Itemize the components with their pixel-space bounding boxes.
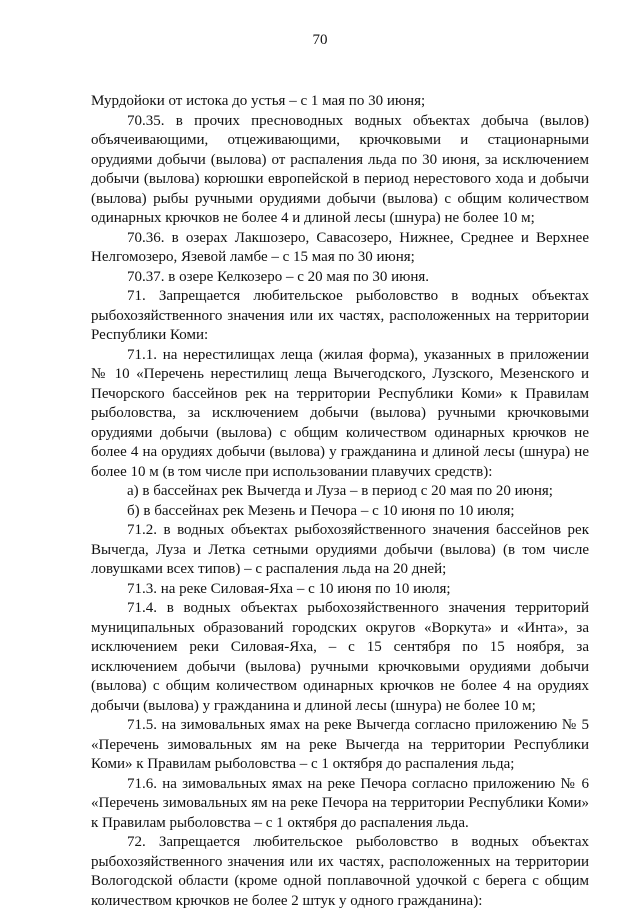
paragraph: 71.3. на реке Силовая-Яха – с 10 июня по 10 июля; [127, 580, 451, 597]
paragraph: 72. Запрещается любительское рыболовство в водных объектах рыбохозяйственного значения или их частях, расположенных на территории Вологодской области (кроме одной поплавочной удочкой с берега с общим количеством крючков не более 2 штук у одного гражданина): [91, 834, 589, 909]
paragraph: б) в бассейнах рек Мезень и Печора – с 10 июня по 10 июля; [127, 502, 515, 519]
paragraph: а) в бассейнах рек Вычегда и Луза – в период с 20 мая по 20 июня; [127, 483, 553, 499]
page-number: 70 [312, 32, 328, 48]
paragraph: 70.36. в озерах Лакшозеро, Савасозеро, Нижнее, Среднее и Верхнее Нелгомозеро, Язевой ламбе – с 15 мая по 30 июня; [91, 229, 589, 265]
paragraph: 71.4. в водных объектах рыбохозяйственного значения территорий муниципальных образований городских округов «Воркута» и «Инта», за исключением реки Силовая-Яха, – с 15 сентября по 15 ноября, за исключением добычи (вылова) ручными крючковыми орудиями добычи (вылова) с общим количеством одинарных крючков не более 4 на орудиях добычи (вылова) у гражданина и длиной лесы (шнура) не более 10 м; [91, 600, 589, 714]
paragraph: 70.35. в прочих пресноводных водных объектах добыча (вылов) объячеивающими, отцеживающими, крючковыми и стационарными орудиями добычи (вылова) от распаления льда по 30 июня, за исключением добычи (вылова) корюшки европейской в период нерестового хода и добычи (вылова) рыбы ручными орудиями добычи (вылова) с общим количеством одинарных крючков не более 4 и длиной лесы (шнура) не более 10 м; [91, 112, 589, 226]
paragraph: Мурдойоки от истока до устья – с 1 мая по 30 июня; [91, 93, 426, 109]
paragraph: 71.5. на зимовальных ямах на реке Вычегда согласно приложению № 5 «Перечень зимовальных ям на реке Вычегда на территории Республики Коми» к Правилам рыболовства – с 1 октября до распаления льда; [91, 717, 589, 772]
paragraph: 71. Запрещается любительское рыболовство в водных объектах рыбохозяйственного значения или их частях, расположенных на территории Республики Коми: [91, 288, 589, 343]
document-body [91, 92, 589, 911]
paragraph: 71.6. на зимовальных ямах на реке Печора согласно приложению № 6 «Перечень зимовальных ям на реке Печора на территории Республики Коми» к Правилам рыболовства – с 1 октября до распаления льда. [91, 775, 589, 831]
paragraph: 71.1. на нерестилищах леща (жилая форма), указанных в приложении № 10 «Перечень нерестилищ леща Вычегодского, Лузского, Мезенского и Печорского бассейнов рек на территории Республики Коми» к Правилам рыболовства, за исключением добычи (вылова) ручными крючковыми орудиями добычи (вылова) с общим количеством одинарных крючков не более 4 на орудиях добычи (вылова) у гражданина и длиной лесы (шнура) не более 10 м (в том числе при использовании плавучих средств): [91, 346, 589, 480]
paragraph: 70.37. в озере Келкозеро – с 20 мая по 30 июня. [127, 268, 430, 285]
paragraph: 71.2. в водных объектах рыбохозяйственного значения бассейнов рек Вычегда, Луза и Летка сетными орудиями добычи (вылова) (в том числе ловушками всех типов) – с распаления льда на 20 дней; [91, 522, 589, 577]
